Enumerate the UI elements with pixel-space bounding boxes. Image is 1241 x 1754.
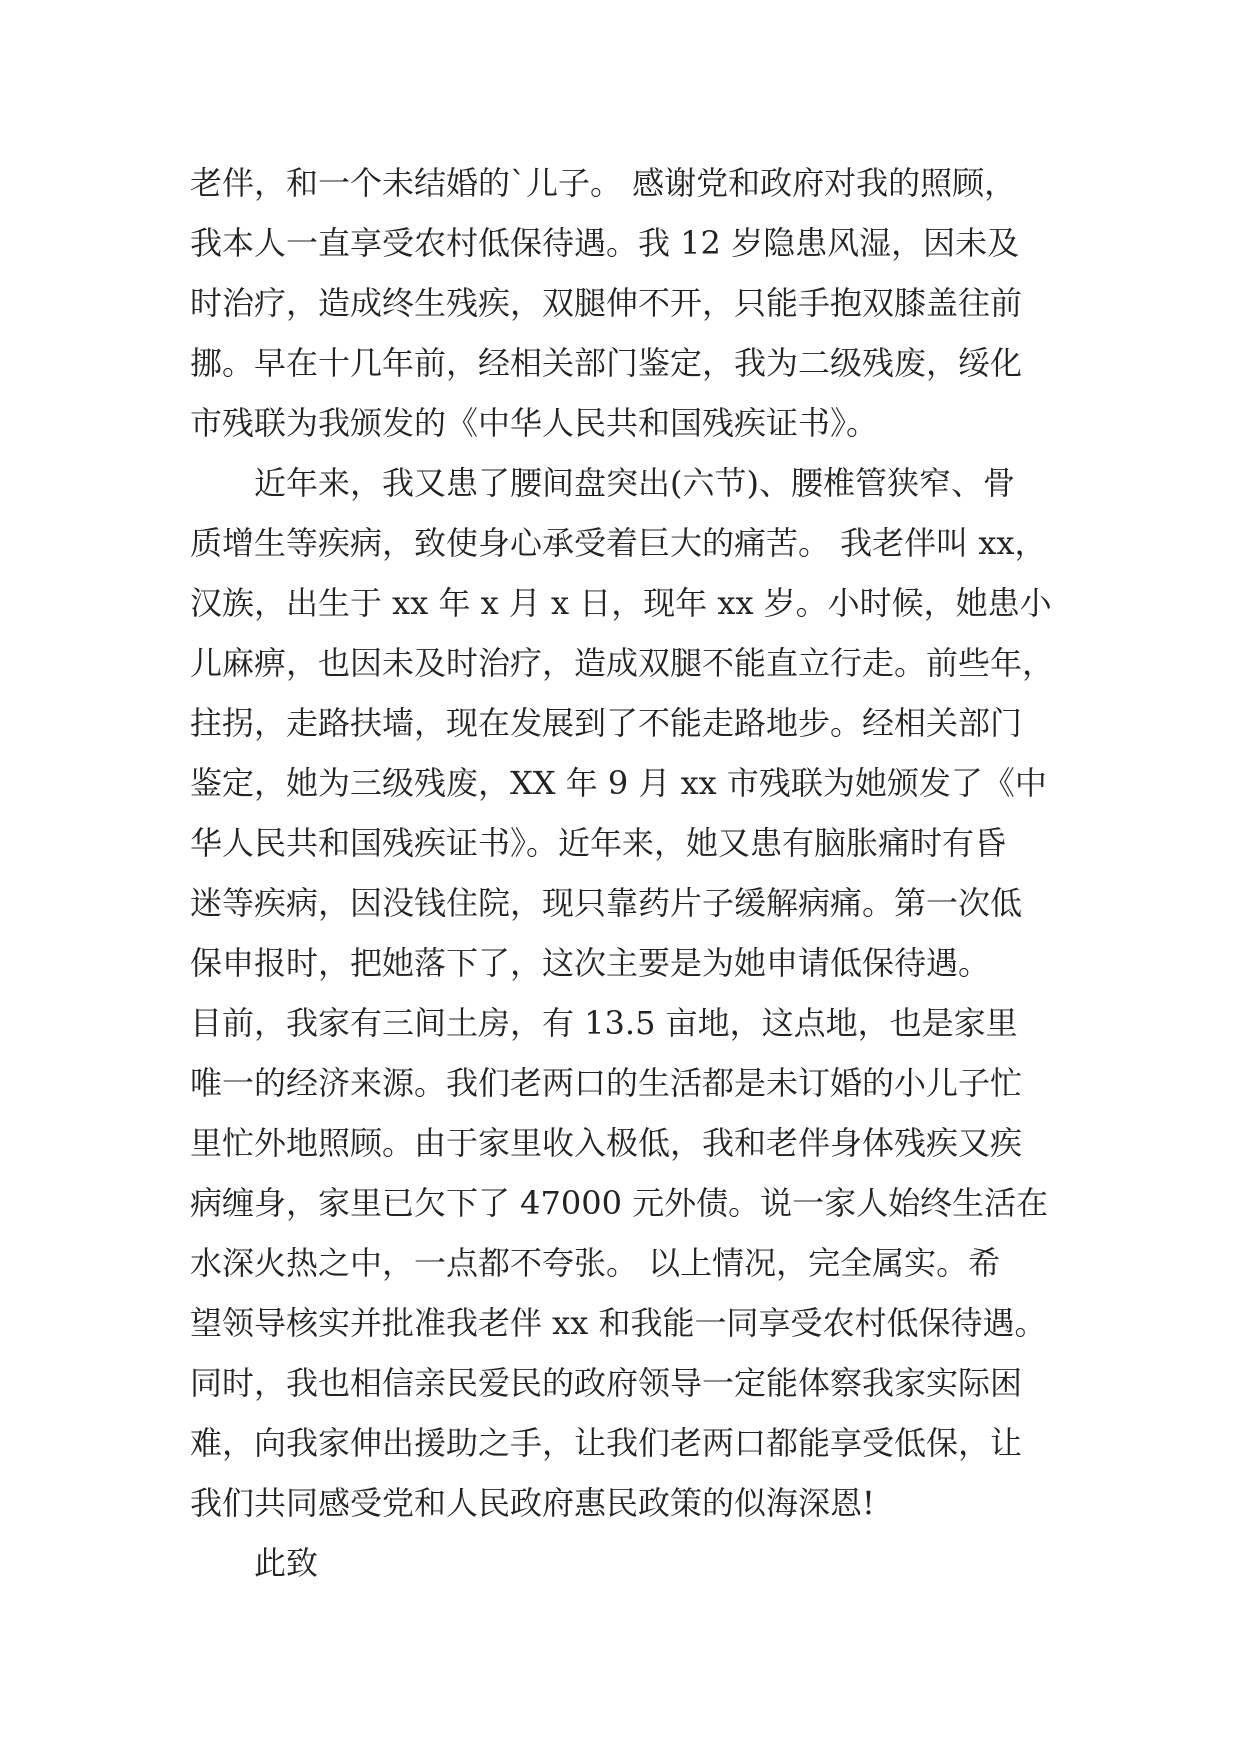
text-line: 望领导核实并批准我老伴 xx 和我能一同享受农村低保待遇。 [190, 1304, 1047, 1342]
text-line: 儿麻痹，也因未及时治疗，造成双腿不能直立行走。前些年， [190, 644, 1055, 682]
text-line: 里忙外地照顾。由于家里收入极低，我和老伴身体残疾又疾 [190, 1124, 1023, 1162]
text-line: 华人民共和国残疾证书》。近年来，她又患有脑胀痛时有昏 [190, 824, 1007, 862]
text-line: 质增生等疾病，致使身心承受着巨大的痛苦。 我老伴叫 xx， [190, 524, 1047, 562]
text-line: 时治疗，造成终生残疾，双腿伸不开，只能手抱双膝盖往前 [190, 284, 1023, 322]
text-line: 市残联为我颁发的《中华人民共和国残疾证书》。 [190, 404, 879, 442]
text-line: 拄拐，走路扶墙，现在发展到了不能走路地步。经相关部门 [190, 704, 1023, 742]
text-line: 汉族，出生于 xx 年 x 月 x 日，现年 xx 岁。小时候，她患小 [190, 584, 1052, 622]
text-line: 我们共同感受党和人民政府惠民政策的似海深恩! [190, 1484, 875, 1522]
text-line: 保申报时，把她落下了，这次主要是为她申请低保待遇。 [190, 944, 991, 982]
text-line: 病缠身，家里已欠下了 47000 元外债。说一家人始终生活在 [190, 1184, 1049, 1222]
text-line: 老伴，和一个未结婚的`儿子。 感谢党和政府对我的照顾， [190, 164, 1017, 202]
text-line: 迷等疾病，因没钱住院，现只靠药片子缓解病痛。第一次低 [190, 884, 1023, 922]
text-line: 唯一的经济来源。我们老两口的生活都是未订婚的小儿子忙 [190, 1064, 1023, 1102]
text-line: 近年来，我又患了腰间盘突出(六节)、腰椎管狭窄、骨 [254, 464, 1015, 502]
text-line: 难，向我家伸出援助之手，让我们老两口都能享受低保，让 [190, 1424, 1023, 1462]
text-line: 挪。早在十几年前，经相关部门鉴定，我为二级残废，绥化 [190, 344, 1023, 382]
text-line: 同时，我也相信亲民爱民的政府领导一定能体察我家实际困 [190, 1364, 1023, 1402]
letter-body [190, 153, 1060, 1593]
text-line: 目前，我家有三间土房，有 13.5 亩地，这点地，也是家里 [190, 1004, 1018, 1042]
text-line: 水深火热之中，一点都不夸张。 以上情况，完全属实。希 [190, 1244, 1001, 1282]
text-line: 鉴定，她为三级残废，XX 年 9 月 xx 市残联为她颁发了《中 [190, 764, 1047, 802]
text-line: 此致 [254, 1544, 319, 1582]
text-line: 我本人一直享受农村低保待遇。我 12 岁隐患风湿，因未及 [190, 224, 1020, 262]
